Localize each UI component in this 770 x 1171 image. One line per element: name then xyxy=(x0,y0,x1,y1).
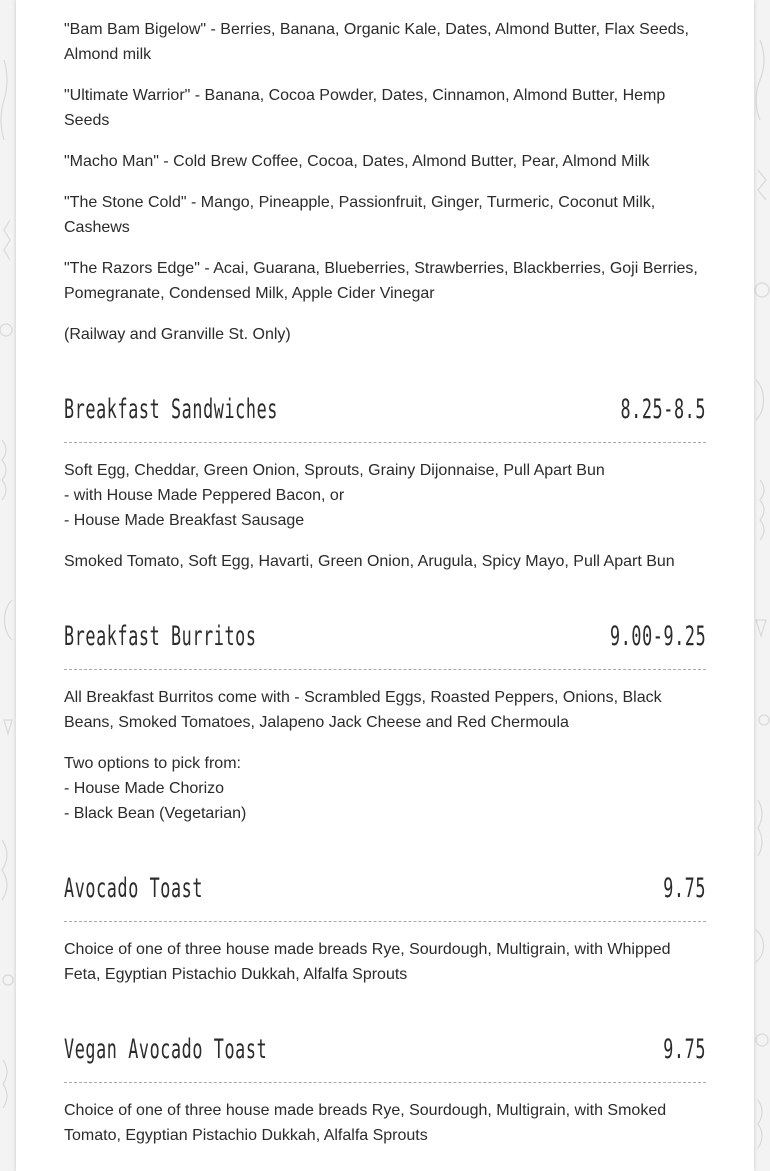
menu-card xyxy=(16,0,754,1171)
section-price: 9.75 xyxy=(663,873,706,904)
menu-item-description: Soft Egg, Cheddar, Green Onion, Sprouts, Grainy Dijonnaise, Pull Apart Bun - with House Made Peppered Bacon, or - House Made Breakfast Sausage xyxy=(64,462,605,529)
section-title: Avocado Toast xyxy=(64,873,204,904)
menu-item-description: All Breakfast Burritos come with - Scrambled Eggs, Roasted Peppers, Onions, Black Beans, Smoked Tomatoes, Jalapeno Jack Cheese and Red Chermoula xyxy=(64,689,662,731)
section-header-vegan-avocado-toast xyxy=(64,1012,706,1083)
section-price: 8.25-8.5 xyxy=(620,394,706,425)
section-title: Breakfast Burritos xyxy=(64,621,257,652)
smoothie-bam-bam-bigelow: "Bam Bam Bigelow" - Berries, Banana, Organic Kale, Dates, Almond Butter, Flax Seeds, Almond milk xyxy=(64,21,689,63)
location-note: (Railway and Granville St. Only) xyxy=(64,326,291,343)
smoothie-macho-man: "Macho Man" - Cold Brew Coffee, Cocoa, Dates, Almond Butter, Pear, Almond Milk xyxy=(64,153,650,170)
menu-item-description: Choice of one of three house made breads Rye, Sourdough, Multigrain, with Whipped Feta, Egyptian Pistachio Dukkah, Alfalfa Sprouts xyxy=(64,941,671,983)
menu-item-description: Smoked Tomato, Soft Egg, Havarti, Green Onion, Arugula, Spicy Mayo, Pull Apart Bun xyxy=(64,553,675,570)
menu-item-description: Choice of one of three house made breads Rye, Sourdough, Multigrain, with Smoked Tomato, Egyptian Pistachio Dukkah, Alfalfa Sprouts xyxy=(64,1102,667,1144)
section-title: Vegan Avocado Toast xyxy=(64,1034,268,1065)
section-price: 9.75 xyxy=(663,1034,706,1065)
section-price: 9.00-9.25 xyxy=(609,621,706,652)
section-title: Breakfast Sandwiches xyxy=(64,394,278,425)
smoothie-razors-edge: "The Razors Edge" - Acai, Guarana, Blueberries, Strawberries, Blackberries, Goji Berries, Pomegranate, Condensed Milk, Apple Cider Vinegar xyxy=(64,260,698,302)
smoothie-ultimate-warrior: "Ultimate Warrior" - Banana, Cocoa Powder, Dates, Cinnamon, Almond Butter, Hemp Seeds xyxy=(64,87,666,129)
section-header-breakfast-sandwiches xyxy=(64,372,706,443)
menu-item-options: Two options to pick from: - House Made Chorizo - Black Bean (Vegetarian) xyxy=(64,755,247,822)
smoothie-stone-cold: "The Stone Cold" - Mango, Pineapple, Passionfruit, Ginger, Turmeric, Coconut Milk, Cashews xyxy=(64,194,656,236)
section-header-avocado-toast xyxy=(64,851,706,922)
section-header-breakfast-burritos xyxy=(64,599,706,670)
